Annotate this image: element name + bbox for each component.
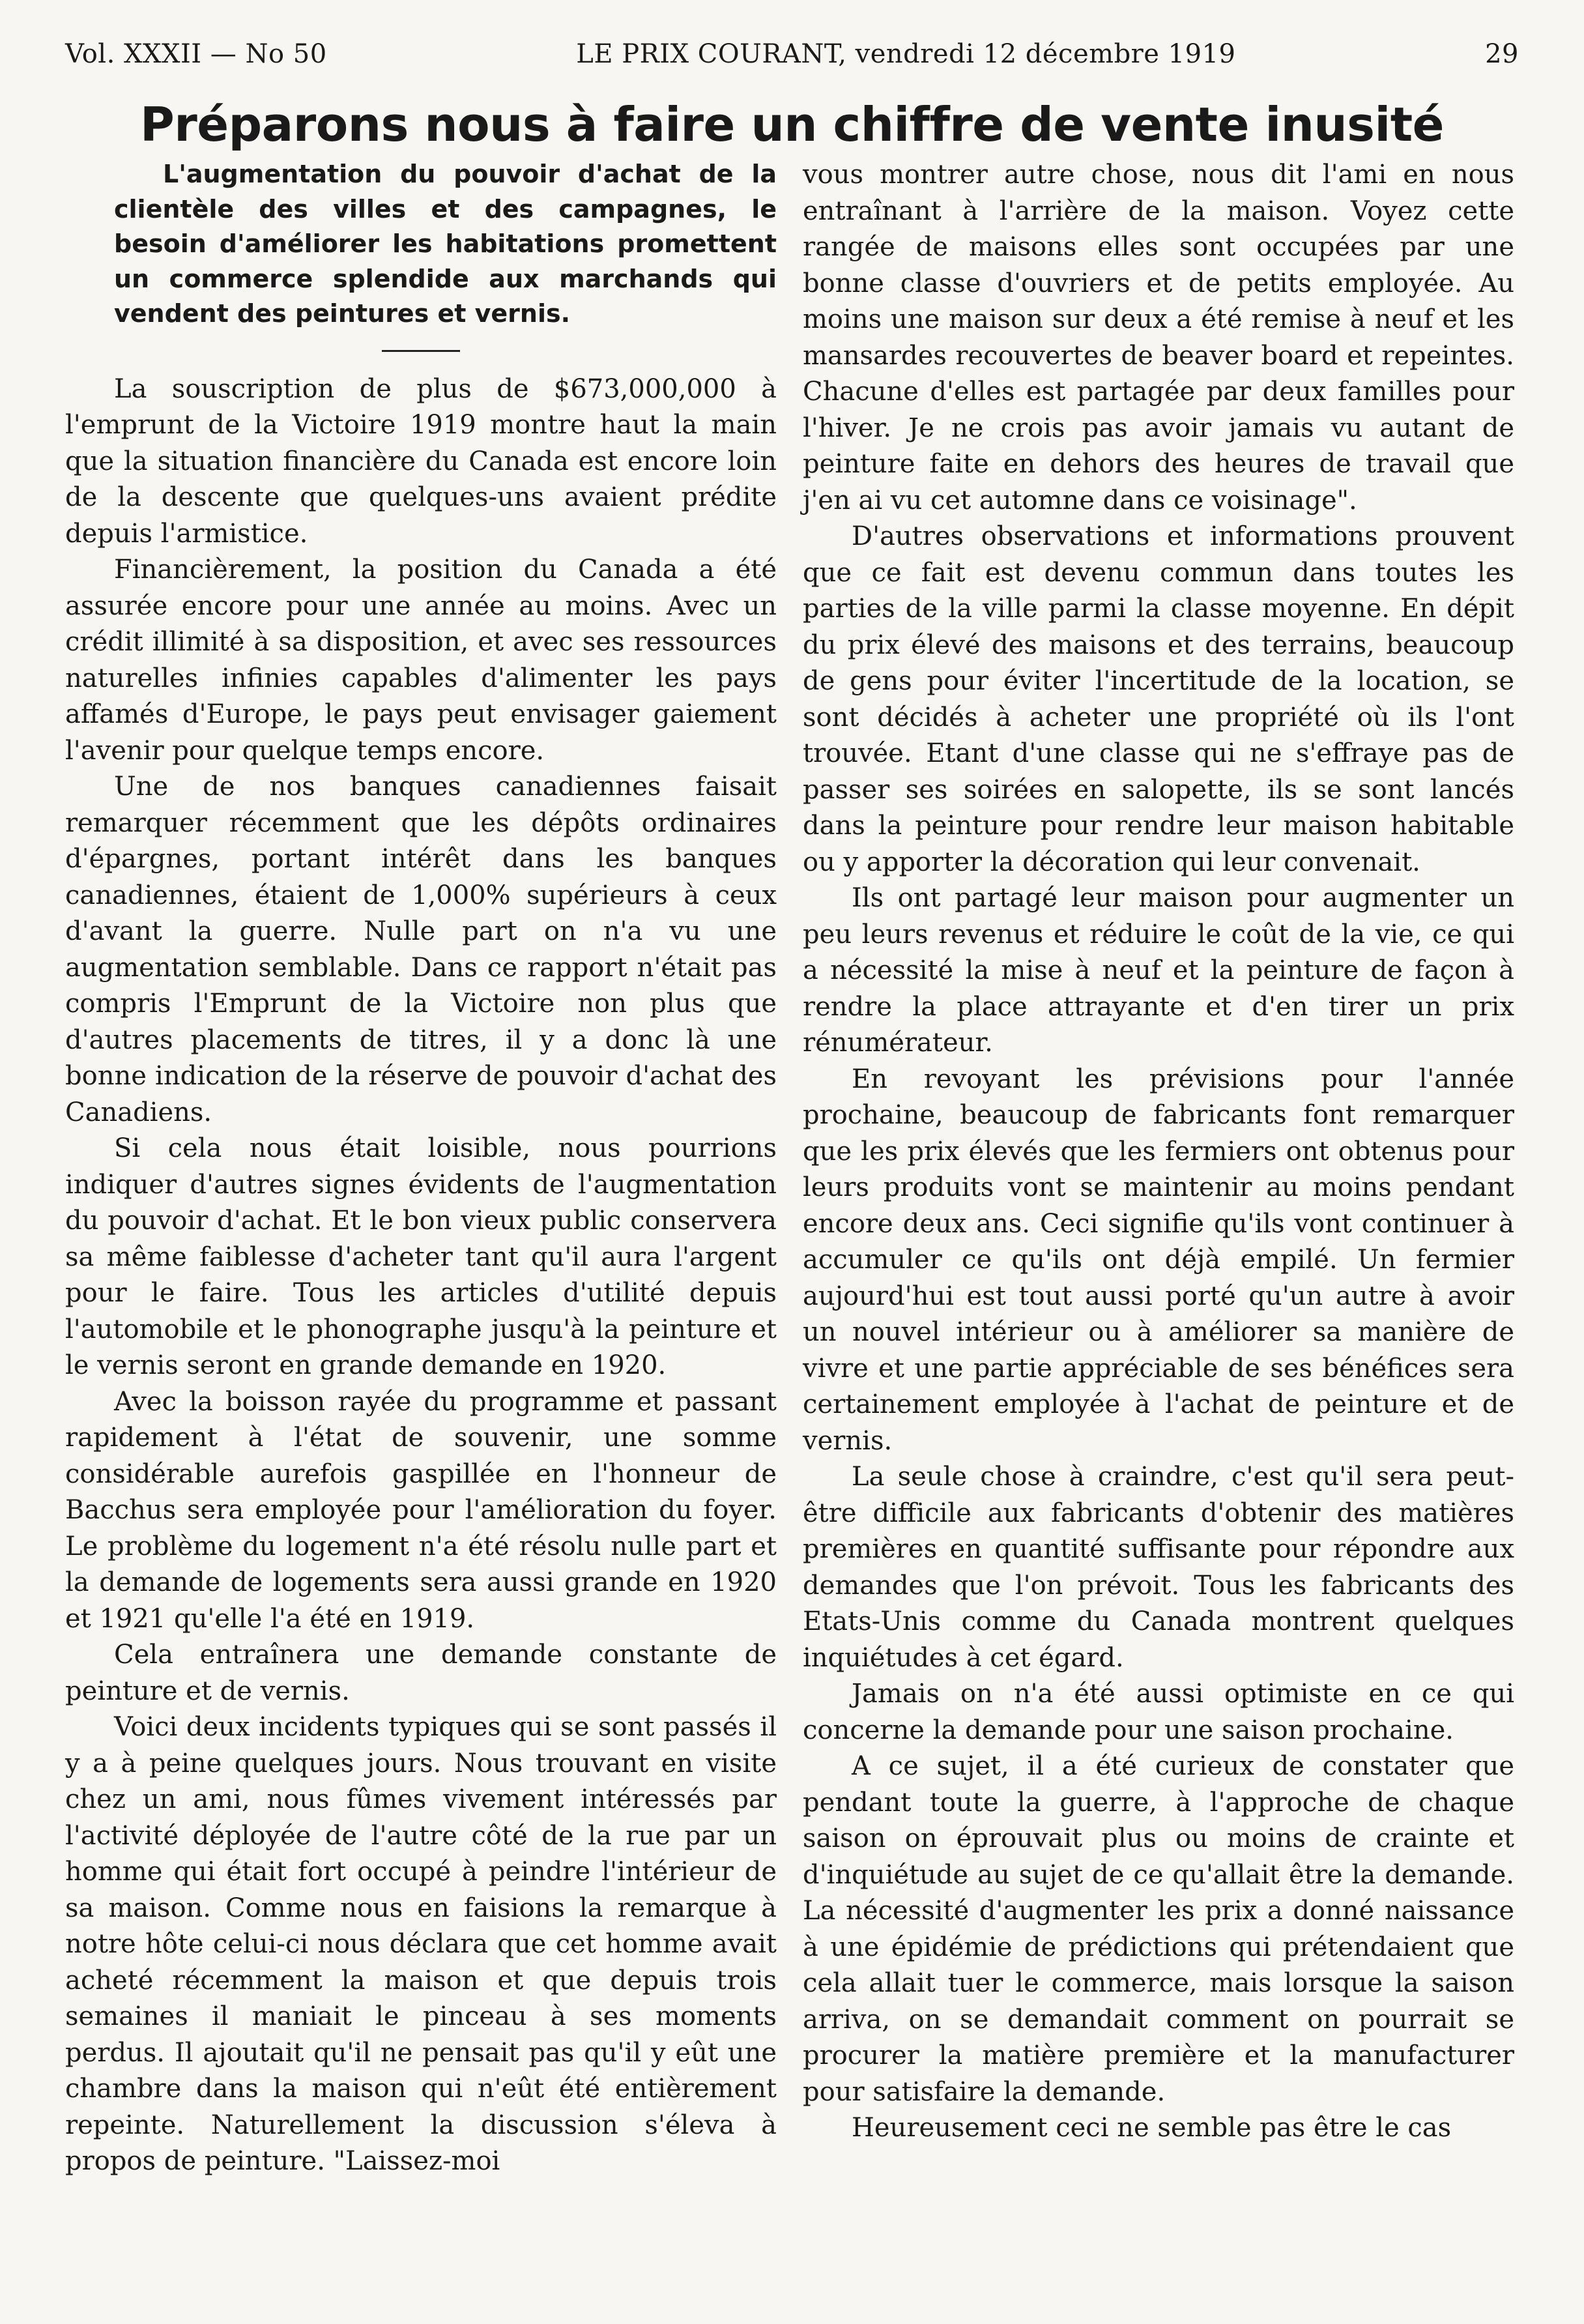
paragraph: La souscription de plus de $673,000,000 à l'emprunt de la Victoire 1919 montre haut la main que la situation financière du Canada est encore loin de la descente que quelques-uns avaient prédite depuis l'armistice. xyxy=(65,373,777,549)
left-column xyxy=(65,157,777,2180)
paragraph: Avec la boisson rayée du programme et passant rapidement à l'état de souvenir, une somme considérable aurefois gaspillée en l'honneur de Bacchus sera employée pour l'amélioration du foyer. Le problème du logement n'a été résolu nulle part et la demande de logements sera aussi grande en 1920 et 1921 qu'elle l'a été en 1919. xyxy=(65,1386,777,1634)
publication-title: LE PRIX COURANT, vendredi 12 décembre 1919 xyxy=(576,39,1236,69)
article-columns xyxy=(65,157,1519,2180)
paragraph: Ils ont partagé leur maison pour augmenter un peu leurs revenus et réduire le coût de la vie, ce qui a nécessité la mise à neuf et la peinture de façon à rendre la place attrayante et d'en tirer un prix rénumérateur. xyxy=(803,883,1514,1058)
paragraph: Si cela nous était loisible, nous pourrions indiquer d'autres signes évidents de l'augmentation du pouvoir d'achat. Et le bon vieux public conservera sa même faiblesse d'acheter tant qu'il aura l'argent pour le faire. Tous les articles d'utilité depuis l'automobile et le phonographe jusqu'à la peinture et le vernis seront en grande demande en 1920. xyxy=(65,1133,777,1381)
paragraph: En revoyant les prévisions pour l'année prochaine, beaucoup de fabricants font remarquer que les prix élevés que les fermiers ont obtenus pour leurs produits vont se maintenir au moins pendant encore deux ans. Ceci signifie qu'ils vont continuer à accumuler ce qu'ils ont déjà empilé. Un fermier aujourd'hui est tout aussi porté qu'un autre à avoir un nouvel intérieur ou à améliorer sa manière de vivre et une partie appréciable de ses bénéfices sera certainement employée à l'achat de peinture et de vernis. xyxy=(803,1064,1514,1456)
paragraph: Cela entraînera une demande constante de peinture et de vernis. xyxy=(65,1640,777,1706)
page-header xyxy=(65,39,1519,86)
paragraph-continuation: vous montrer autre chose, nous dit l'ami en nous entraînant à l'arrière de la maison. Voyez cette rangée de maisons elles sont occupées par une bonne classe d'ouvriers et de petits employée. Au moins une maison sur deux a été remise à neuf et les mansardes recouvertes de beaver board et repeintes. Chacune d'elles est partagée par deux familles pour l'hiver. Je ne crois pas avoir jamais vu autant de peinture faite en dehors des heures de travail que j'en ai vu cet automne dans ce voisinage". xyxy=(803,160,1514,516)
paragraph: Jamais on n'a été aussi optimiste en ce qui concerne la demande pour une saison prochaine. xyxy=(803,1679,1514,1745)
paragraph: A ce sujet, il a été curieux de constater que pendant toute la guerre, à l'approche de chaque saison on éprouvait plus ou moins de crainte et d'inquiétude au sujet de ce qu'allait être la demande. La nécessité d'augmenter les prix a donné naissance à une épidémie de prédictions qui prétendaient que cela allait tuer le commerce, mais lorsque la saison arriva, on se demandait comment on pourrait se procurer la matière première et la manufacturer pour satisfaire la demande. xyxy=(803,1751,1514,2107)
article-lead: L'augmentation du pouvoir d'achat de la clientèle des villes et des campagnes, le besoin d'améliorer les habitations promettent un commerce splendide aux marchands qui vendent des peintures et vernis. xyxy=(114,160,777,328)
page-number: 29 xyxy=(1485,39,1519,69)
paragraph: Une de nos banques canadiennes faisait remarquer récemment que les dépôts ordinaires d'épargnes, portant intérêt dans les banques canadiennes, étaient de 1,000% supérieurs à ceux d'avant la guerre. Nulle part on n'a vu une augmentation semblable. Dans ce rapport n'était pas compris l'Emprunt de la Victoire non plus que d'autres placements de titres, il y a donc là une bonne indication de la réserve de pouvoir d'achat des Canadiens. xyxy=(65,772,777,1127)
article-headline: Préparons nous à faire un chiffre de vente inusité xyxy=(140,97,1444,152)
paragraph: Heureusement ceci ne semble pas être le cas xyxy=(852,2113,1452,2143)
separator-rule xyxy=(382,350,460,352)
right-column xyxy=(803,157,1514,2180)
paragraph: Voici deux incidents typiques qui se sont passés il y a à peine quelques jours. Nous trouvant en visite chez un ami, nous fûmes vivement intéressés par l'activité déployée de l'autre côté de la rue par un homme qui était fort occupé à peindre l'intérieur de sa maison. Comme nous en faisions la remarque à notre hôte celui-ci nous déclara que cet homme avait acheté récemment la maison et que depuis trois semaines il maniait le pinceau à ses moments perdus. Il ajoutait qu'il ne pensait pas qu'il y eût une chambre dans la maison qui n'eût été entièrement repeinte. Naturellement la discussion s'éleva à propos de peinture. "Laissez-moi xyxy=(65,1712,777,2177)
paragraph: Financièrement, la position du Canada a été assurée encore pour une année au moins. Avec un crédit illimité à sa disposition, et avec ses ressources naturelles infinies capables d'alimenter les pays affamés d'Europe, le pays peut envisager gaiement l'avenir pour quelque temps encore. xyxy=(65,555,777,766)
volume-number: Vol. XXXII — No 50 xyxy=(65,39,327,69)
paragraph: La seule chose à craindre, c'est qu'il sera peut-être difficile aux fabricants d'obtenir des matières premières en quantité suffisante pour répondre aux demandes que l'on prévoit. Tous les fabricants des Etats-Unis comme du Canada montrent quelques inquiétudes à cet égard. xyxy=(803,1462,1514,1673)
paragraph: D'autres observations et informations prouvent que ce fait est devenu commun dans toutes les parties de la ville parmi la classe moyenne. En dépit du prix élevé des maisons et des terrains, beaucoup de gens pour éviter l'incertitude de la location, se sont décidés à acheter une propriété où ils l'ont trouvée. Etant d'une classe qui ne s'effraye pas de passer ses soirées en salopette, ils se sont lancés dans la peinture pour rendre leur maison habitable ou y apporter la décoration qui leur convenait. xyxy=(803,521,1514,877)
